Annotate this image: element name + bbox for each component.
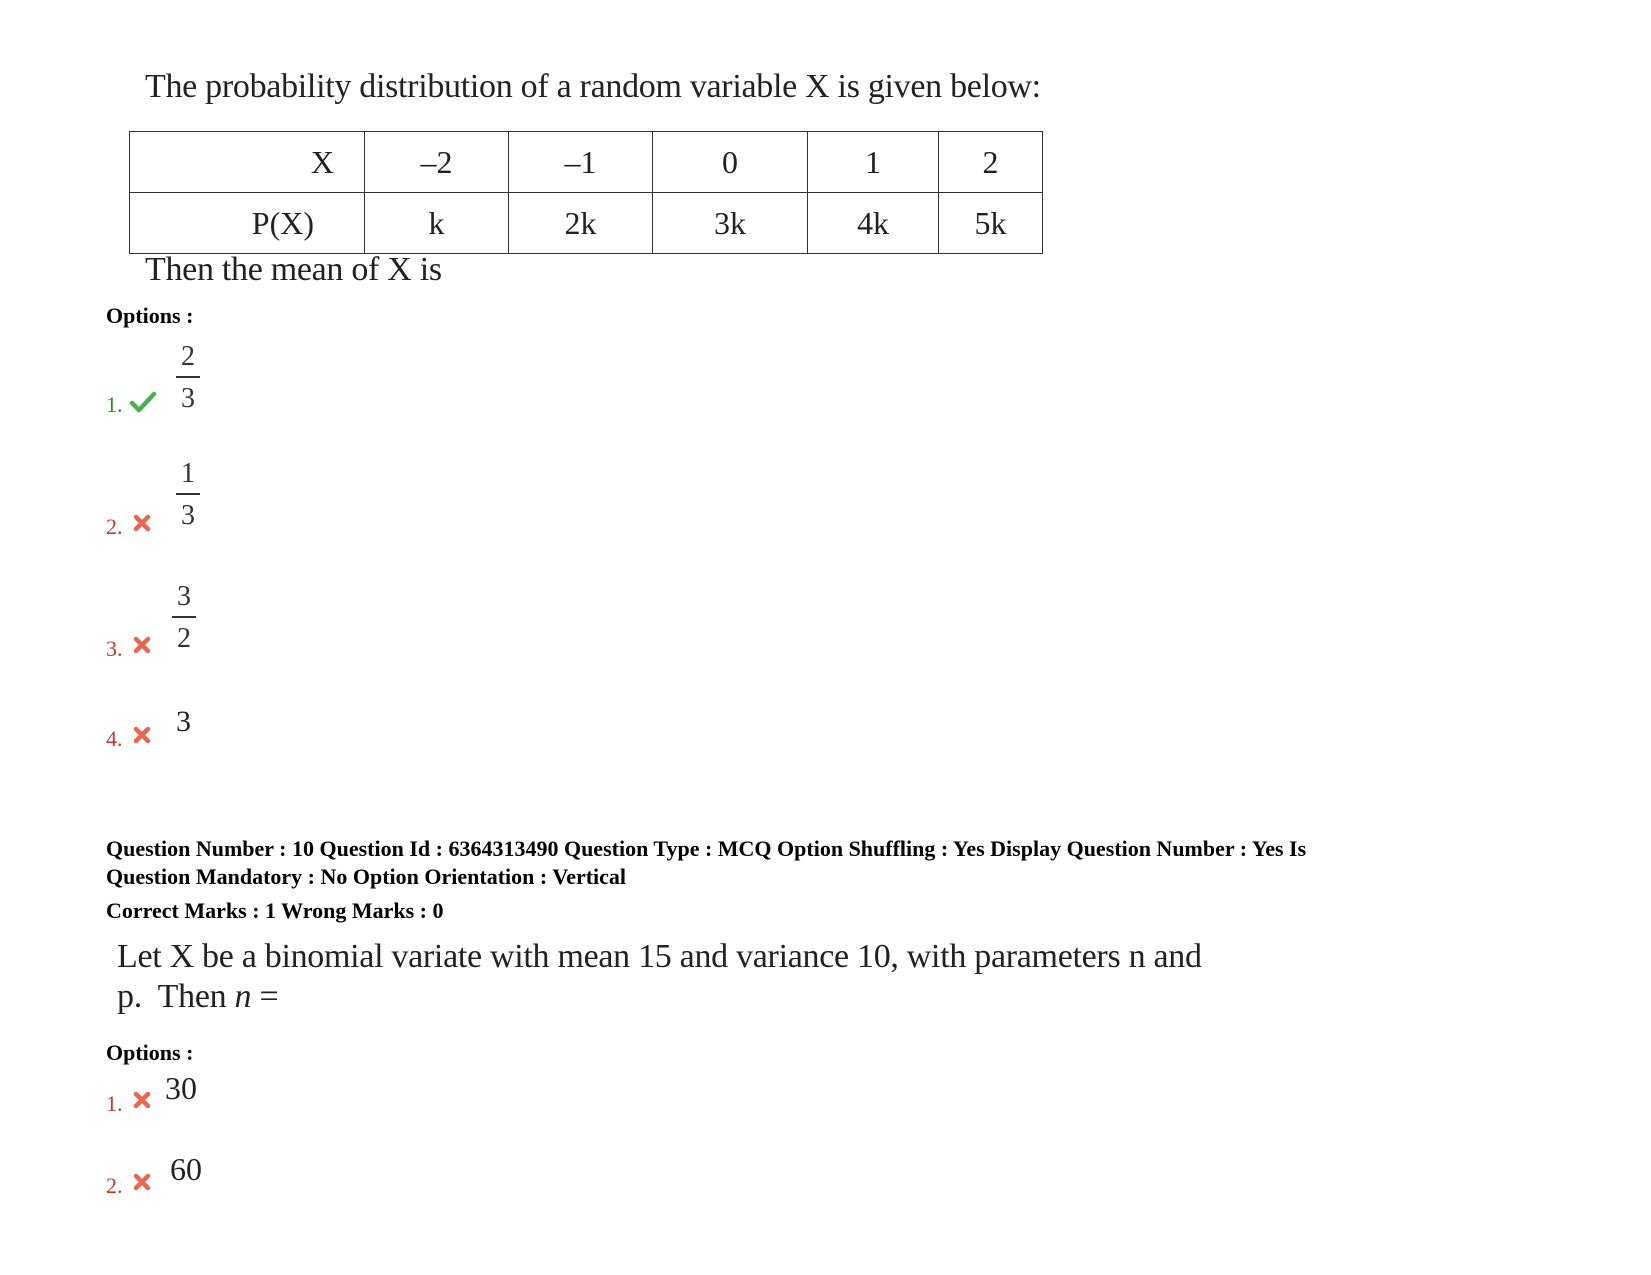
option-number: 2. — [106, 514, 123, 539]
options-label: Options : — [106, 303, 194, 328]
table-cell: 0 — [653, 132, 808, 193]
options-label: Options : — [106, 1040, 194, 1065]
cross-icon — [133, 514, 151, 532]
cross-icon — [133, 636, 151, 654]
option-value: 60 — [170, 1151, 202, 1187]
option-fraction — [176, 460, 200, 530]
question-9-followup: Then the mean of X is — [145, 251, 442, 288]
text-suffix: = — [251, 978, 279, 1015]
table-cell: 2 — [939, 132, 1043, 193]
table-cell: –1 — [509, 132, 653, 193]
cross-icon — [133, 1091, 151, 1109]
option-number: 1. — [106, 392, 123, 417]
question-meta-line1: Question Number : 10 Question Id : 6364313490 Question Type : MCQ Option Shuffling : Yes Display Question Number : Yes Is — [106, 836, 1307, 861]
denominator: 3 — [181, 383, 195, 414]
numerator: 1 — [181, 458, 195, 489]
cross-icon — [133, 1173, 151, 1191]
table-cell: X — [130, 132, 365, 193]
option-number: 2. — [106, 1173, 123, 1198]
table-cell: 1 — [808, 132, 939, 193]
question-meta-line2: Question Mandatory : No Option Orientation : Vertical — [106, 864, 627, 889]
cross-icon — [133, 726, 151, 744]
table-cell: 4k — [808, 193, 939, 254]
option-number: 3. — [106, 636, 123, 661]
table-row — [130, 193, 1043, 254]
table-cell: 5k — [939, 193, 1043, 254]
option-fraction — [172, 583, 196, 653]
check-icon — [130, 391, 156, 413]
table-cell: P(X) — [130, 193, 365, 254]
table-cell: 2k — [509, 193, 653, 254]
numerator: 2 — [181, 341, 195, 372]
table-cell: –2 — [365, 132, 509, 193]
text-prefix: p. Then — [117, 978, 235, 1015]
question-10-text-line2 — [117, 978, 278, 1016]
option-value: 3 — [176, 705, 191, 738]
option-fraction — [176, 343, 200, 413]
option-number: 1. — [106, 1091, 123, 1116]
numerator: 3 — [177, 581, 191, 612]
question-marks: Correct Marks : 1 Wrong Marks : 0 — [106, 898, 444, 923]
table-cell: k — [365, 193, 509, 254]
table-row — [130, 132, 1043, 193]
probability-distribution-table — [129, 131, 1043, 254]
denominator: 3 — [181, 500, 195, 531]
variable-n: n — [234, 978, 252, 1015]
table-cell: 3k — [653, 193, 808, 254]
question-9-intro: The probability distribution of a random variable X is given below: — [145, 68, 1041, 105]
option-number: 4. — [106, 726, 123, 751]
option-value: 30 — [165, 1070, 197, 1106]
question-10-text-line1: Let X be a binomial variate with mean 15 and variance 10, with parameters n and — [117, 938, 1202, 975]
denominator: 2 — [177, 623, 191, 654]
